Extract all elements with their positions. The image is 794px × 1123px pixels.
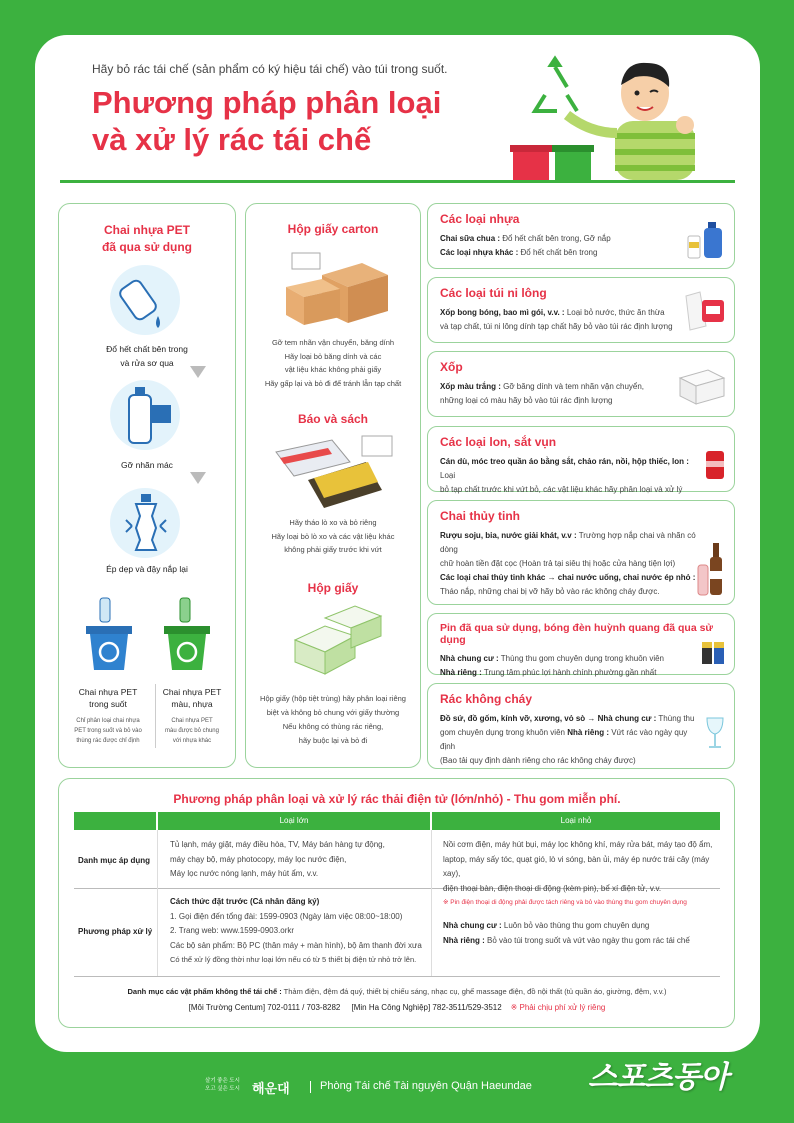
note-color-2: màu được bỏ chung [165, 728, 219, 734]
step-3-text: Ép dẹp và đậy nắp lại [106, 564, 188, 574]
bin-clear-line-1: Chai nhựa PET [78, 687, 138, 697]
glass-t1: Trường hợp nắp chai và nhãn có dòng [440, 531, 696, 554]
nc-b3: Nhà riêng : [567, 728, 609, 737]
plastic-title: Các loại nhựa [440, 212, 520, 226]
styrofoam-title: Xốp [440, 360, 463, 374]
small-note: ※ Pin điện thoại di động phải được tách riêng và bỏ vào thùng thu gom chuyên dụng [443, 899, 687, 906]
foam-t1: Gỡ băng dính và tem nhãn vận chuyển, [500, 382, 645, 391]
watermark-logo: 스포츠동아 [588, 1061, 728, 1094]
plastic-bag-box [427, 277, 735, 343]
green-bin-icon [552, 145, 594, 180]
wine-glass-icon [704, 716, 726, 750]
carton-line-3: vật liệu khác không phải giấy [284, 365, 382, 374]
paperbox-line-1: Hộp giấy (hộp tiệt trùng) hãy phân loại riêng [260, 694, 406, 703]
paperbox-line-3: Nếu không có thùng rác riêng, [282, 722, 384, 731]
glass-b1: Rượu soju, bia, nước giải khát, v.v : [440, 531, 577, 540]
large-items [170, 838, 425, 882]
noncombustible-text [440, 712, 702, 768]
glass-box [427, 500, 735, 605]
carton-line-1: Gỡ tem nhãn vận chuyển, băng dính [271, 338, 395, 347]
cans-b1: Cán dù, móc treo quần áo bằng sắt, chảo rán, nồi, hộp thiếc, lon : [440, 457, 689, 466]
cans-t2: bỏ tạp chất trước khi vứt bỏ, các vật liệu khác hãy phân loại và xử lý [440, 485, 683, 494]
bin-clear-line-2: trong suốt [89, 699, 127, 709]
plastic-b1: Chai sữa chua : [440, 234, 501, 243]
bottle-label-icon [125, 383, 177, 447]
header-left-bar [74, 812, 156, 830]
news-line-3: không phải giấy trước khi vứt [284, 545, 382, 554]
step-1-text [58, 342, 236, 370]
plastic-t1: Đổ hết chất bên trong, Gỡ nắp [500, 234, 611, 243]
note-color-1: Chai nhựa PET [171, 718, 213, 724]
small-item-3: điện thoại bàn, điện thoại di động (kèm pin), bể xí điện tử, v.v. [443, 883, 662, 893]
large-method [170, 895, 428, 968]
small-method-t1: Luôn bỏ vào thùng thu gom chuyên dụng [501, 921, 650, 930]
milk-carton-icon [285, 600, 385, 680]
nonrec-label: Danh mục các vật phẩm không thể tái chế : [127, 987, 282, 996]
styrofoam-box [427, 351, 735, 417]
paperbox-text [245, 692, 421, 748]
title-line-1: Phương pháp phân loại [92, 85, 442, 120]
carton-line-2: Hãy loại bỏ băng dính và các [284, 351, 382, 361]
carton-text [245, 336, 421, 390]
hero-illustration [505, 55, 715, 180]
carton-box-icon [282, 245, 392, 327]
styrofoam-icon [678, 366, 726, 406]
noncombustible-title: Rác không cháy [440, 692, 533, 706]
bag-t1: Loại bỏ nước, thức ăn thừa [564, 308, 665, 317]
large-method-3: Các bộ sản phẩm: Bộ PC (thân máy + màn hình), bộ âm thanh đời xưa [170, 940, 422, 950]
nc-t4: (Bao tải quy định dành riêng cho rác không cháy được) [440, 756, 636, 765]
col-small-header: Loại nhỏ [432, 812, 720, 830]
step-2-text: Gỡ nhãn mác [121, 460, 173, 470]
bottle-pour-icon [118, 272, 174, 332]
bin-color-label [150, 686, 234, 710]
large-item-3: Máy lọc nước nóng lạnh, máy hút ẩm, v.v. [170, 869, 319, 878]
carton-line-4: Hãy gấp lại và bỏ đi để tránh lẫn tạp chất [264, 378, 402, 388]
nonrecyclable-line [74, 985, 720, 1000]
news-title: Báo và sách [297, 412, 369, 426]
plastic-bag-icon [682, 286, 726, 332]
battery-icon [700, 638, 726, 666]
paperbox-title: Hộp giấy [307, 581, 359, 595]
header-divider [60, 180, 735, 183]
bag-b1: Xốp bong bóng, bao mì gói, v.v. : [440, 308, 565, 317]
header-subtitle: Hãy bỏ rác tái chế (sản phẩm có ký hiệu tái chế) vào túi trong suốt. [92, 62, 448, 76]
row-method-label: Phương pháp xử lý [78, 927, 153, 936]
large-method-title: Cách thức đặt trước (Cá nhân đăng ký) [170, 897, 320, 906]
styrofoam-text [440, 380, 685, 408]
title-line-2: và xử lý rác tái chế [92, 122, 372, 157]
plastic-bag-text [440, 306, 685, 334]
cans-t1: Loại [440, 471, 456, 480]
slogan-line-2: 오고 싶은 도시 [205, 1086, 240, 1092]
arrow-down-icon-2 [190, 472, 206, 484]
cans-title: Các loại lon, sắt vụn [440, 435, 557, 449]
paperbox-line-4: hãy buộc lại và bỏ đi [298, 736, 368, 745]
glass-t4: Tháo nắp, những chai bị vỡ hãy bỏ vào rác không cháy được. [440, 587, 660, 596]
nc-t2: gom chuyên dụng trong khuôn viên [440, 728, 568, 737]
footer-department: Phòng Tái chế Tài nguyên Quận Haeundae [320, 1080, 532, 1092]
table-vline-1 [157, 830, 158, 976]
battery-b1: Nhà chung cư : [440, 654, 499, 663]
small-item-1: Nồi cơm điện, máy hút bụi, máy lọc không khí, máy rửa bát, máy tạo độ ẩm, [443, 840, 713, 849]
bin-color-note [150, 716, 234, 746]
plastic-box [427, 203, 735, 269]
small-method-b1: Nhà chung cư : [443, 921, 502, 930]
bottle-crush-icon [122, 492, 170, 554]
contact-minha: [Min Ha Công Nghiệp] 782-3511/529-3512 [351, 1003, 502, 1012]
news-text [245, 516, 421, 557]
large-method-2: 2. Trang web: www.1599-0903.orkr [170, 926, 295, 935]
green-bin-icon-2 [162, 596, 212, 672]
small-items [443, 838, 723, 911]
battery-t2: Trung tâm phúc lợi hành chính phường gần nhất [481, 668, 657, 677]
plastic-bottle-icon [686, 218, 726, 260]
paperbox-line-2: biệt và không bỏ chung với giấy thường [266, 708, 400, 717]
slogan-line-1: 살기 좋은 도시 [205, 1078, 240, 1084]
battery-box [427, 613, 735, 675]
note-clear-1: Chỉ phân loại chai nhựa [76, 718, 140, 724]
pet-title-line-2: đã qua sử dụng [101, 240, 193, 254]
large-method-4: Có thể xử lý đồng thời như loại lớn nếu có từ 5 thiết bị điện tử nhỏ trở lên. [170, 955, 417, 964]
can-icon [704, 449, 726, 481]
large-item-1: Tủ lạnh, máy giặt, máy điều hòa, TV, Máy bán hàng tự động, [170, 840, 385, 849]
battery-t1: Thùng thu gom chuyên dụng trong khuôn viên [498, 654, 664, 663]
note-clear-3: thùng rác được chỉ định [76, 738, 140, 744]
note-clear-2: PET trong suốt và bỏ vào [74, 728, 142, 734]
bin-clear-note [66, 716, 150, 746]
nc-b1: Đồ sứ, đồ gốm, kính vỡ, xương, vỏ sò → Nhà chung cư : [440, 714, 657, 723]
small-method-b2: Nhà riêng : [443, 935, 485, 945]
plastic-t2: Đổ hết chất bên trong [518, 248, 598, 257]
step-1-line-1: Đổ hết chất bên trong [106, 344, 188, 354]
newspaper-books-icon [272, 432, 396, 512]
glass-bottle-icon [692, 541, 726, 597]
news-line-2: Hãy loại bỏ lò xo và các vật liệu khác [271, 531, 395, 541]
glass-b3: Các loại chai thủy tinh khác → chai nước uống, chai nước ép nhỏ : [440, 573, 696, 582]
nonrec-text: Thảm điện, đệm đá quý, thiết bị chiếu sáng, nhạc cụ, ghế massage điện, đồ nội thất (tủ quần áo, giường, đệm, v.v.) [281, 987, 667, 996]
bag-t2: và tạp chất, túi ni lông dính tạp chất hãy bỏ vào túi rác định lượng [440, 322, 673, 331]
table-vline-2 [431, 830, 432, 976]
news-line-1: Hãy tháo lò xo và bỏ riêng [289, 518, 377, 527]
bin-clear-label [66, 686, 150, 710]
nc-t3: Vứt rác vào ngày quy định [440, 728, 688, 751]
small-method-t2: Bỏ vào túi trong suốt và vứt vào ngày thu gom rác tái chế [484, 935, 690, 945]
glass-t2: chữ hoàn tiền đặt cọc (Hoàn trả tại siêu thị hoặc cửa hàng tiện lợi) [440, 559, 676, 568]
haeundae-logo: 해운대 [252, 1081, 290, 1096]
page-title [92, 84, 512, 158]
table-divider-2 [74, 976, 720, 977]
contact-fee-note: ※ Phải chịu phí xử lý riêng [510, 1003, 606, 1012]
contact-centum: [Môi Trường Centum] 702-0111 / 703-8282 [188, 1003, 341, 1012]
recycle-icon [535, 59, 577, 111]
plastic-b2: Các loại nhựa khác : [440, 248, 519, 257]
plastic-text [440, 232, 685, 260]
large-item-2: máy chạy bộ, máy photocopy, máy lọc nước điện, [170, 854, 347, 864]
bin-color-line-1: Chai nhựa PET [162, 687, 222, 697]
footer-separator [310, 1081, 311, 1093]
noncombustible-box [427, 683, 735, 769]
arrow-down-icon [190, 366, 206, 378]
foam-b1: Xốp màu trắng : [440, 382, 501, 391]
red-bin-icon [510, 145, 552, 180]
row-applicable-label: Danh mục áp dụng [78, 856, 150, 865]
cans-box [427, 426, 735, 492]
plastic-bag-title: Các loại túi ni lông [440, 286, 547, 300]
col-large-header: Loại lớn [158, 812, 430, 830]
blue-bin-icon [84, 596, 134, 672]
large-method-1: 1. Gọi điện đến tổng đài: 1599-0903 (Ngày làm việc 08:00~18:00) [170, 911, 403, 921]
pet-title-line-1: Chai nhựa PET [103, 223, 191, 237]
battery-text [440, 652, 685, 680]
battery-title: Pin đã qua sử dụng, bóng đèn huỳnh quang đã qua sử dụng [440, 622, 714, 646]
glass-text [440, 529, 698, 599]
note-color-3: với nhựa khác [172, 738, 212, 744]
nc-t1: Thùng thu [656, 714, 695, 723]
pet-title [58, 222, 236, 256]
small-method [443, 919, 723, 948]
battery-b2: Nhà riêng : [440, 668, 482, 677]
glass-title: Chai thủy tinh [440, 509, 520, 523]
contact-line [74, 1001, 720, 1016]
foam-t2: những loại có màu hãy bỏ vào túi rác định lượng [440, 396, 613, 405]
small-item-2: laptop, máy sấy tóc, quạt gió, lò vi sóng, bàn ủi, máy ép nước trái cây (máy xay), [443, 854, 710, 878]
carton-title: Hộp giấy carton [287, 222, 379, 236]
ewaste-title: Phương pháp phân loại và xử lý rác thải điện tử (lớn/nhỏ) - Thu gom miễn phí. [173, 792, 621, 806]
step-1-line-2: và rửa sơ qua [120, 358, 174, 368]
bin-color-line-2: màu, nhựa [171, 699, 213, 709]
footer-slogan [205, 1077, 240, 1093]
